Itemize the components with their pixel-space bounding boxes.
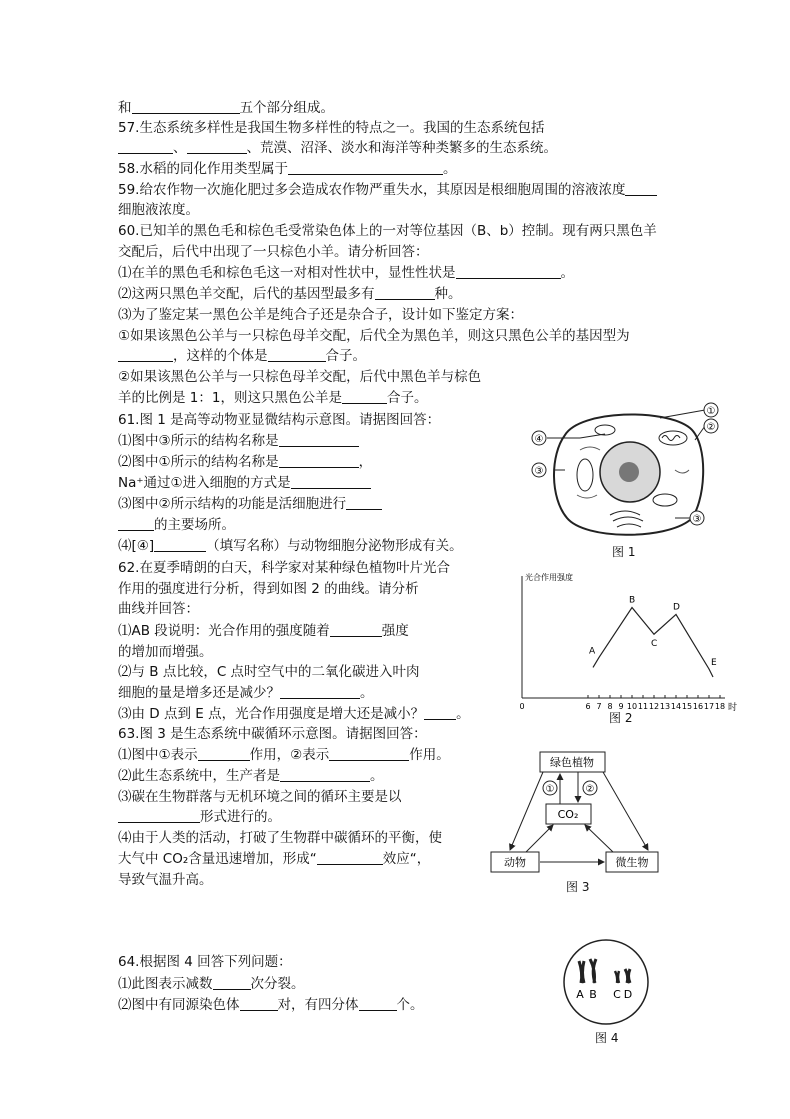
- animal-label: 动物: [504, 856, 526, 869]
- blank[interactable]: [118, 516, 154, 531]
- q64-line3: ⑵图中有同源染色体 对，有四分体 个。: [118, 997, 424, 1013]
- figure-4-caption: 图 4: [595, 1031, 619, 1045]
- x-tick-label: 17: [703, 702, 715, 711]
- blank[interactable]: [279, 453, 359, 468]
- blank[interactable]: [118, 139, 173, 154]
- q60-line4: ⑵这两只黑色羊交配，后代的基因型最多有 种。: [118, 286, 462, 302]
- fig3-num-1: ①: [545, 784, 555, 795]
- q60-line9: 羊的比例是 1：1，则这只黑色公羊是 合子。: [118, 390, 428, 406]
- blank[interactable]: [118, 808, 200, 823]
- q60-line8: ②如果该黑色公羊与一只棕色母羊交配，后代中黑色羊与棕色: [118, 369, 482, 385]
- point-label-C: C: [651, 639, 658, 650]
- blank[interactable]: [279, 432, 359, 447]
- point-label-D: D: [673, 602, 680, 613]
- fig1-label-2: ②: [706, 422, 716, 433]
- x-axis-unit: 时: [728, 703, 738, 713]
- blank[interactable]: [288, 160, 443, 175]
- y-axis-label: 光合作用强度: [525, 573, 573, 582]
- q63-line6: ⑷由于人类的活动，打破了生物群中碳循环的平衡，使: [118, 830, 442, 846]
- q63-line7: 大气中 CO₂含量迅速增加，形成“ 效应“，: [118, 851, 431, 867]
- q62-line8: ⑶由 D 点到 E 点，光合作用强度是增大还是减小？ 。: [118, 706, 470, 722]
- figure-1-caption: 图 1: [612, 545, 636, 559]
- q61-line1: 61.图 1 是高等动物亚显微结构示意图。请据图回答：: [118, 412, 441, 428]
- q61-line7: ⑷[④] （填写名称）与动物细胞分泌物形成有关。: [118, 538, 463, 554]
- q61-line6: 的主要场所。: [118, 516, 235, 534]
- blank[interactable]: [240, 996, 278, 1011]
- x-tick-label: 9: [618, 702, 624, 711]
- q61-line5: ⑶图中②所示结构的功能是活细胞进行: [118, 495, 382, 513]
- fig4-label-a: A: [576, 988, 584, 1001]
- figure-1-cell: [525, 400, 725, 560]
- q63-line8: 导致气温升高。: [118, 872, 213, 888]
- x-tick-label: 12: [648, 702, 660, 711]
- fig4-label-b: B: [589, 988, 597, 1001]
- blank[interactable]: [291, 474, 371, 489]
- q60-line5: ⑶为了鉴定某一黑色公羊是纯合子还是杂合子，设计如下鉴定方案：: [118, 307, 523, 323]
- blank[interactable]: [342, 389, 387, 404]
- figure-3-caption: 图 3: [566, 880, 590, 894]
- blank[interactable]: [375, 285, 435, 300]
- q62-line1: 62.在夏季晴朗的白天，科学家对某种绿色植物叶片光合: [118, 560, 450, 576]
- q64-line1: 64.根据图 4 回答下列问题：: [118, 954, 292, 970]
- figure-3-carbon-cycle: [488, 748, 668, 876]
- blank[interactable]: [187, 139, 247, 154]
- fig3-num-2: ②: [585, 784, 595, 795]
- q60-line2: 交配后，后代中出现了一只棕色小羊。请分析回答：: [118, 244, 429, 260]
- x-tick-label: 6: [585, 702, 591, 711]
- q62-line5: 的增加而增强。: [118, 644, 213, 660]
- co2-label: CO₂: [557, 808, 579, 821]
- x-tick-label: 11: [637, 702, 649, 711]
- q62-line7: 细胞的量是增多还是减少？ 。: [118, 685, 374, 701]
- point-label-B: B: [629, 595, 636, 606]
- x-tick-label: 0: [519, 702, 525, 711]
- q60-line1: 60.已知羊的黑色毛和棕色毛受常染色体上的一对等位基因（B、b）控制。现有两只黑色羊: [118, 223, 657, 239]
- x-tick-label: 15: [681, 702, 693, 711]
- blank[interactable]: [346, 495, 382, 510]
- q62-line6: ⑵与 B 点比较，C 点时空气中的二氧化碳进入叶肉: [118, 664, 420, 680]
- plant-label: 绿色植物: [550, 756, 594, 769]
- figure-4-cell: [560, 936, 652, 1028]
- golgi-apparatus: [610, 511, 643, 527]
- q63-line5: 形式进行的。: [118, 808, 281, 826]
- q58-line: 58.水稻的同化作用类型属于 。: [118, 161, 457, 177]
- fig4-label-d: D: [623, 988, 633, 1001]
- blank[interactable]: [198, 746, 250, 761]
- x-tick-label: 10: [626, 702, 638, 711]
- q62-line4: ⑴AB 段说明：光合作用的强度随着 强度: [118, 623, 409, 639]
- blank[interactable]: [280, 767, 370, 782]
- microbe-label: 微生物: [615, 856, 649, 869]
- q61-line3: ⑵图中①所示的结构名称是 ，: [118, 454, 373, 470]
- blank[interactable]: [359, 996, 397, 1011]
- point-label-E: E: [711, 658, 717, 668]
- fig1-label-3: ③: [534, 466, 544, 477]
- x-tick-label: 7: [596, 702, 602, 711]
- q64-line2: ⑴此图表示减数 次分裂。: [118, 976, 305, 992]
- q63-line4: ⑶碳在生物群落与无机环境之间的循环主要是以: [118, 789, 402, 805]
- x-tick-label: 18: [714, 702, 726, 711]
- q57-line2: 、 、荒漠、沼泽、淡水和海洋等种类繁多的生态系统。: [118, 139, 557, 157]
- blank[interactable]: [154, 537, 206, 552]
- fig1-label-4: ④: [534, 434, 544, 445]
- q61-line4: Na⁺通过①进入细胞的方式是: [118, 474, 371, 492]
- q62-line3: 曲线并回答：: [118, 601, 199, 617]
- figure-2-chart: [505, 568, 745, 716]
- q63-line3: ⑵此生态系统中，生产者是 。: [118, 768, 384, 784]
- blank[interactable]: [280, 684, 360, 699]
- blank[interactable]: [625, 181, 657, 196]
- x-tick-label: 16: [692, 702, 704, 711]
- nucleolus: [619, 462, 639, 482]
- q60-line7: ，这样的个体是 合子。: [118, 347, 366, 365]
- q62-line2: 作用的强度进行分析，得到如图 2 的曲线。请分析: [118, 581, 419, 597]
- q60-line3: ⑴在羊的黑色毛和棕色毛这一对相对性状中，显性性状是 。: [118, 265, 574, 281]
- fig4-label-c: C: [613, 988, 621, 1001]
- figure-2-caption: 图 2: [609, 711, 633, 725]
- blank[interactable]: [118, 347, 173, 362]
- point-label-A: A: [589, 646, 596, 657]
- q60-line6: ①如果该黑色公羊与一只棕色母羊交配，后代全为黑色羊，则这只黑色公羊的基因型为: [118, 328, 630, 344]
- blank[interactable]: [132, 99, 240, 114]
- q63-line2: ⑴图中①表示 作用，②表示 作用。: [118, 747, 450, 763]
- blank[interactable]: [213, 975, 251, 990]
- fig1-label-1: ①: [706, 406, 716, 417]
- q61-line2: ⑴图中③所示的结构名称是: [118, 432, 359, 450]
- blank[interactable]: [330, 622, 382, 637]
- q59-line2: 细胞液浓度。: [118, 202, 199, 218]
- x-tick-label: 13: [659, 702, 671, 711]
- fig1-label-3b: ③: [692, 514, 702, 525]
- blank[interactable]: [268, 347, 326, 362]
- blank[interactable]: [456, 264, 561, 279]
- blank[interactable]: [424, 705, 456, 720]
- blank[interactable]: [317, 850, 383, 865]
- q57-line1: 57.生态系统多样性是我国生物多样性的特点之一。我国的生态系统包括: [118, 120, 545, 136]
- blank[interactable]: [329, 746, 409, 761]
- mitochondrion: [659, 431, 687, 445]
- q59-line1: 59.给农作物一次施化肥过多会造成农作物严重失水，其原因是根细胞周围的溶液浓度: [118, 181, 657, 199]
- x-tick-label: 8: [607, 702, 613, 711]
- x-tick-label: 14: [670, 702, 682, 711]
- line-intro: 和 五个部分组成。: [118, 100, 334, 116]
- q63-line1: 63.图 3 是生态系统中碳循环示意图。请据图回答：: [118, 726, 427, 742]
